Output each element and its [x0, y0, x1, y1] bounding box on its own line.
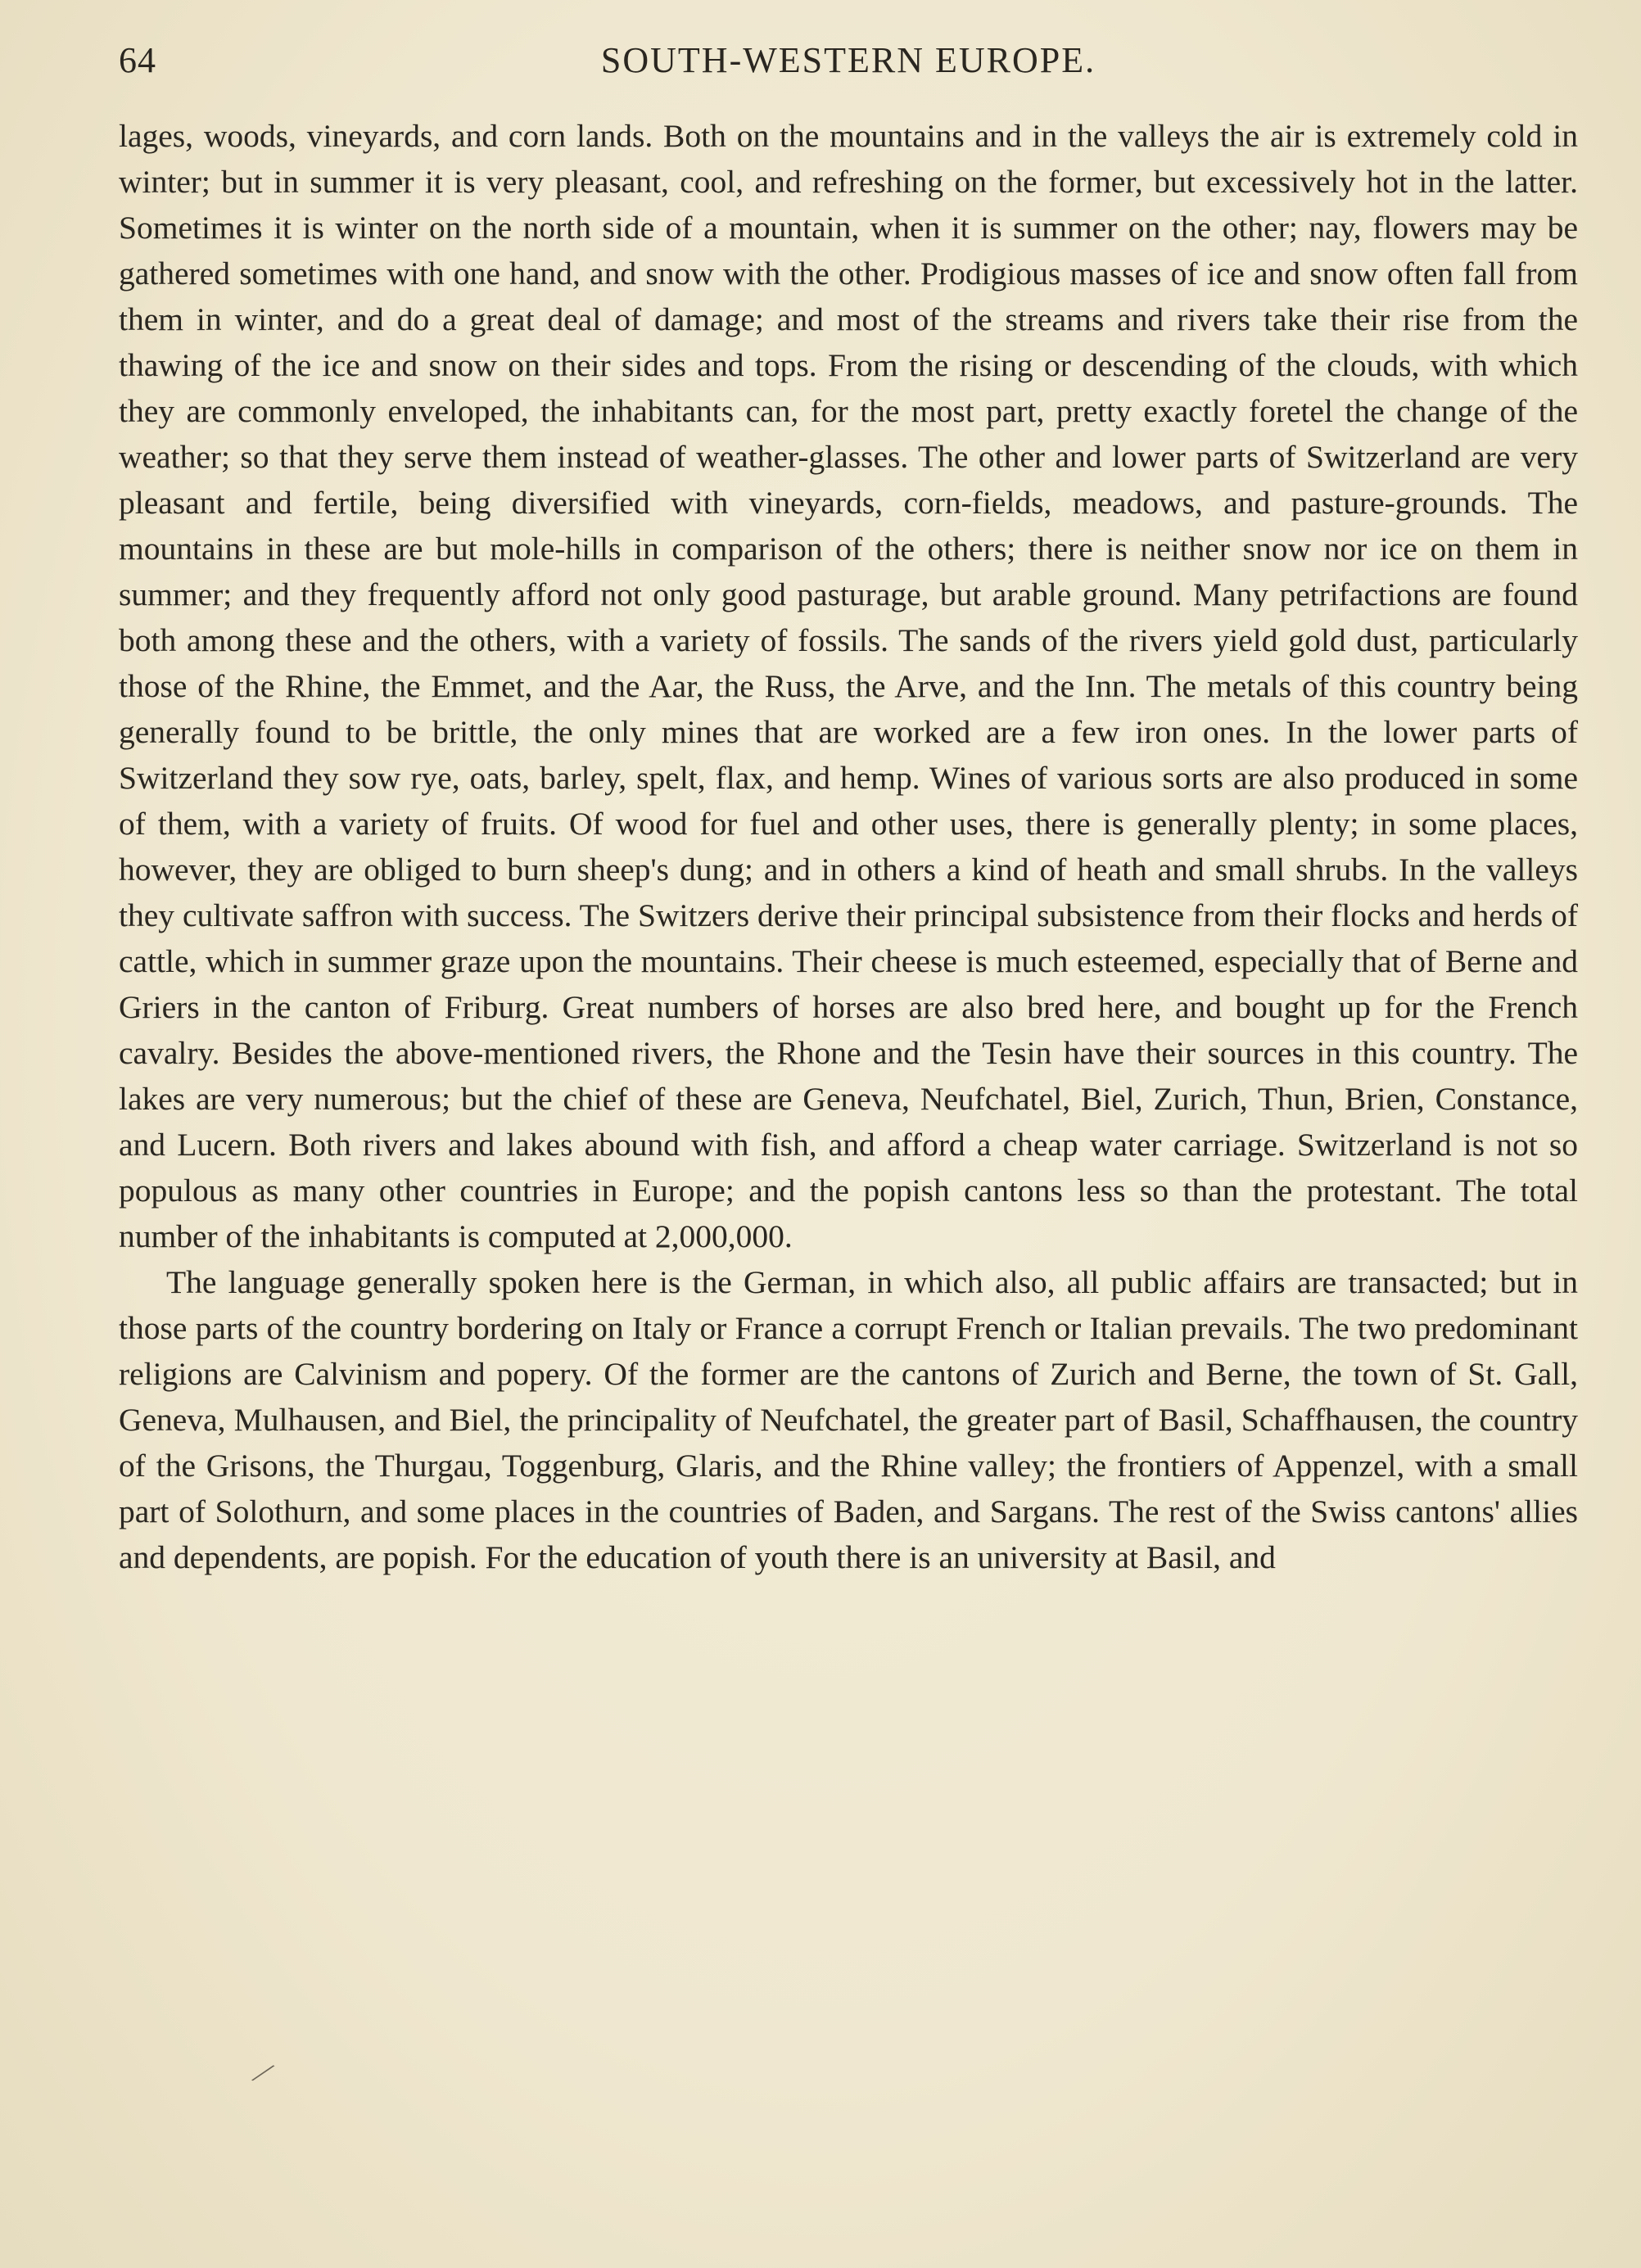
- running-title: SOUTH-WESTERN EUROPE.: [600, 40, 1096, 80]
- paragraph-2: The language generally spoken here is the German, in which also, all public affairs are transacted; but in those parts of the country bordering on Italy or France a corrupt French or Italian prevails. The two predominant religions are Calvinism and popery. Of the former are the cantons of Zurich and Berne, the town of St. Gall, Geneva, Mulhausen, and Biel, the principality of Neufchatel, the greater part of Basil, Schaffhausen, the country of the Grisons, the Thurgau, Toggenburg, Glaris, and the Rhine valley; the frontiers of Appenzel, with a small part of Solothurn, and some places in the countries of Baden, and Sargans. The rest of the Swiss cantons' allies and dependents, are popish. For the education of youth there is an university at Basil, and: [119, 1264, 1578, 1575]
- page-header: [119, 39, 1578, 88]
- body-text: [119, 113, 1578, 1580]
- paragraph-1: lages, woods, vineyards, and corn lands. Both on the mountains and in the valleys the air is extremely cold in winter; but in summer it is very pleasant, cool, and refreshing on the former, but excessively hot in the latter. Sometimes it is winter on the north side of a mountain, when it is summer on the other; nay, flowers may be gathered sometimes with one hand, and snow with the other. Prodigious masses of ice and snow often fall from them in winter, and do a great deal of damage; and most of the streams and rivers take their rise from the thawing of the ice and snow on their sides and tops. From the rising or descending of the clouds, with which they are commonly enveloped, the inhabitants can, for the most part, pretty exactly foretel the change of the weather; so that they serve them instead of weather-glasses. The other and lower parts of Switzerland are very pleasant and fertile, being diversified with vineyards, corn-fields, meadows, and pasture-grounds. The mountains in these are but mole-hills in comparison of the others; there is neither snow nor ice on them in summer; and they frequently afford not only good pasturage, but arable ground. Many petrifactions are found both among these and the others, with a variety of fossils. The sands of the rivers yield gold dust, particularly those of the Rhine, the Emmet, and the Aar, the Russ, the Arve, and the Inn. The metals of this country being generally found to be brittle, the only mines that are worked are a few iron ones. In the lower parts of Switzerland they sow rye, oats, barley, spelt, flax, and hemp. Wines of various sorts are also produced in some of them, with a variety of fruits. Of wood for fuel and other uses, there is generally plenty; in some places, however, they are obliged to burn sheep's dung; and in others a kind of heath and small shrubs. In the valleys they cultivate saffron with success. The Switzers derive their principal subsistence from their flocks and herds of cattle, which in summer graze upon the mountains. Their cheese is much esteemed, especially that of Berne and Griers in the canton of Friburg. Great numbers of horses are also bred here, and bought up for the French cavalry. Besides the above-mentioned rivers, the Rhone and the Tesin have their sources in this country. The lakes are very numerous; but the chief of these are Geneva, Neufchatel, Biel, Zurich, Thun, Brien, Constance, and Lucern. Both rivers and lakes abound with fish, and afford a cheap water carriage. Switzerland is not so populous as many other countries in Europe; and the popish cantons less so than the protestant. The total number of the inhabitants is computed at 2,000,000.: [119, 118, 1578, 1254]
- ink-mark: ⁄: [254, 2054, 273, 2091]
- page-number: 64: [119, 40, 156, 80]
